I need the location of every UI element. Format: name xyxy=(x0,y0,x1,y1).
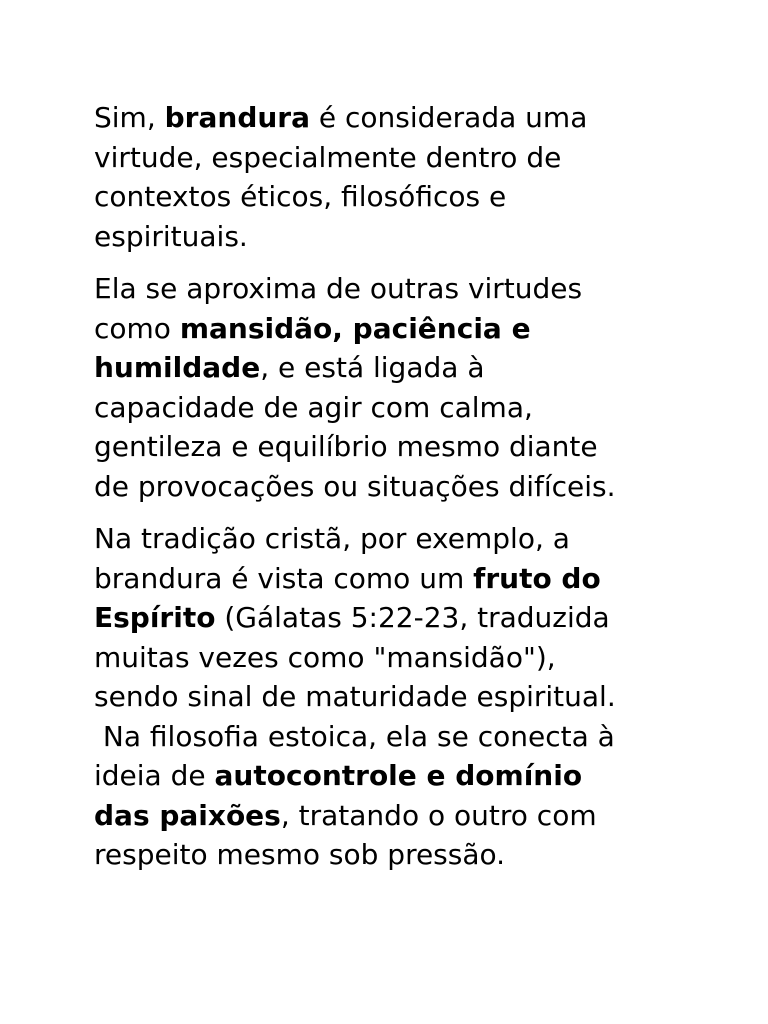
text-run: é considerada uma xyxy=(310,101,588,134)
text-line xyxy=(94,756,694,796)
text-run: contextos éticos, filosóficos e xyxy=(94,180,507,213)
text-line xyxy=(94,677,694,717)
text-line xyxy=(94,598,694,638)
text-run: Na tradição cristã, por exemplo, a xyxy=(94,522,570,555)
text-run: , tratando o outro com xyxy=(280,798,597,832)
text-line xyxy=(94,138,694,178)
text-run: (Gálatas 5:22-23, traduzida xyxy=(215,601,610,634)
text-line xyxy=(94,559,694,599)
text-run: como xyxy=(94,311,180,345)
paragraph-2 xyxy=(94,269,694,506)
text-run: virtude, especialmente dentro de xyxy=(94,140,562,174)
text-run: respeito mesmo sob pressão. xyxy=(94,838,506,871)
bold-text-run: Espírito xyxy=(94,601,216,634)
text-run: gentileza e equilíbrio mesmo diante xyxy=(94,430,598,463)
text-run: Sim, xyxy=(94,101,165,134)
text-run: brandura é vista como um xyxy=(94,561,474,595)
text-run: sendo sinal de maturidade espiritual. xyxy=(94,680,616,713)
text-line xyxy=(94,217,694,257)
text-line xyxy=(94,519,694,559)
text-run: Na filosofia estoica, ela se conecta à xyxy=(94,719,615,753)
paragraph-1 xyxy=(94,98,694,256)
bold-text-run: brandura xyxy=(164,101,310,134)
text-line xyxy=(94,177,694,217)
text-run: capacidade de agir com calma, xyxy=(94,390,533,424)
text-line xyxy=(94,388,694,428)
bold-text-run: humildade xyxy=(94,351,261,384)
bold-text-run: fruto do xyxy=(473,561,601,595)
document-body xyxy=(94,98,694,888)
text-line xyxy=(94,835,694,875)
text-run: muitas vezes como "mansidão"), xyxy=(94,640,556,674)
text-run: de provocações ou situações difíceis. xyxy=(94,469,616,503)
text-line xyxy=(94,717,694,757)
text-run: espirituais. xyxy=(94,219,248,253)
text-line xyxy=(94,427,694,467)
text-line xyxy=(94,98,694,138)
bold-text-run: autocontrole e domínio xyxy=(214,759,583,792)
text-line xyxy=(94,467,694,507)
bold-text-run: das paixões xyxy=(94,798,281,832)
text-line xyxy=(94,638,694,678)
text-run: , e está ligada à xyxy=(260,351,485,384)
text-line xyxy=(94,796,694,836)
bold-text-run: mansidão, paciência e xyxy=(179,311,531,345)
text-line xyxy=(94,269,694,309)
text-line xyxy=(94,309,694,349)
text-run: Ela se aproxima de outras virtudes xyxy=(94,272,583,305)
text-line xyxy=(94,348,694,388)
paragraph-3 xyxy=(94,519,694,875)
text-run: ideia de xyxy=(94,759,215,792)
